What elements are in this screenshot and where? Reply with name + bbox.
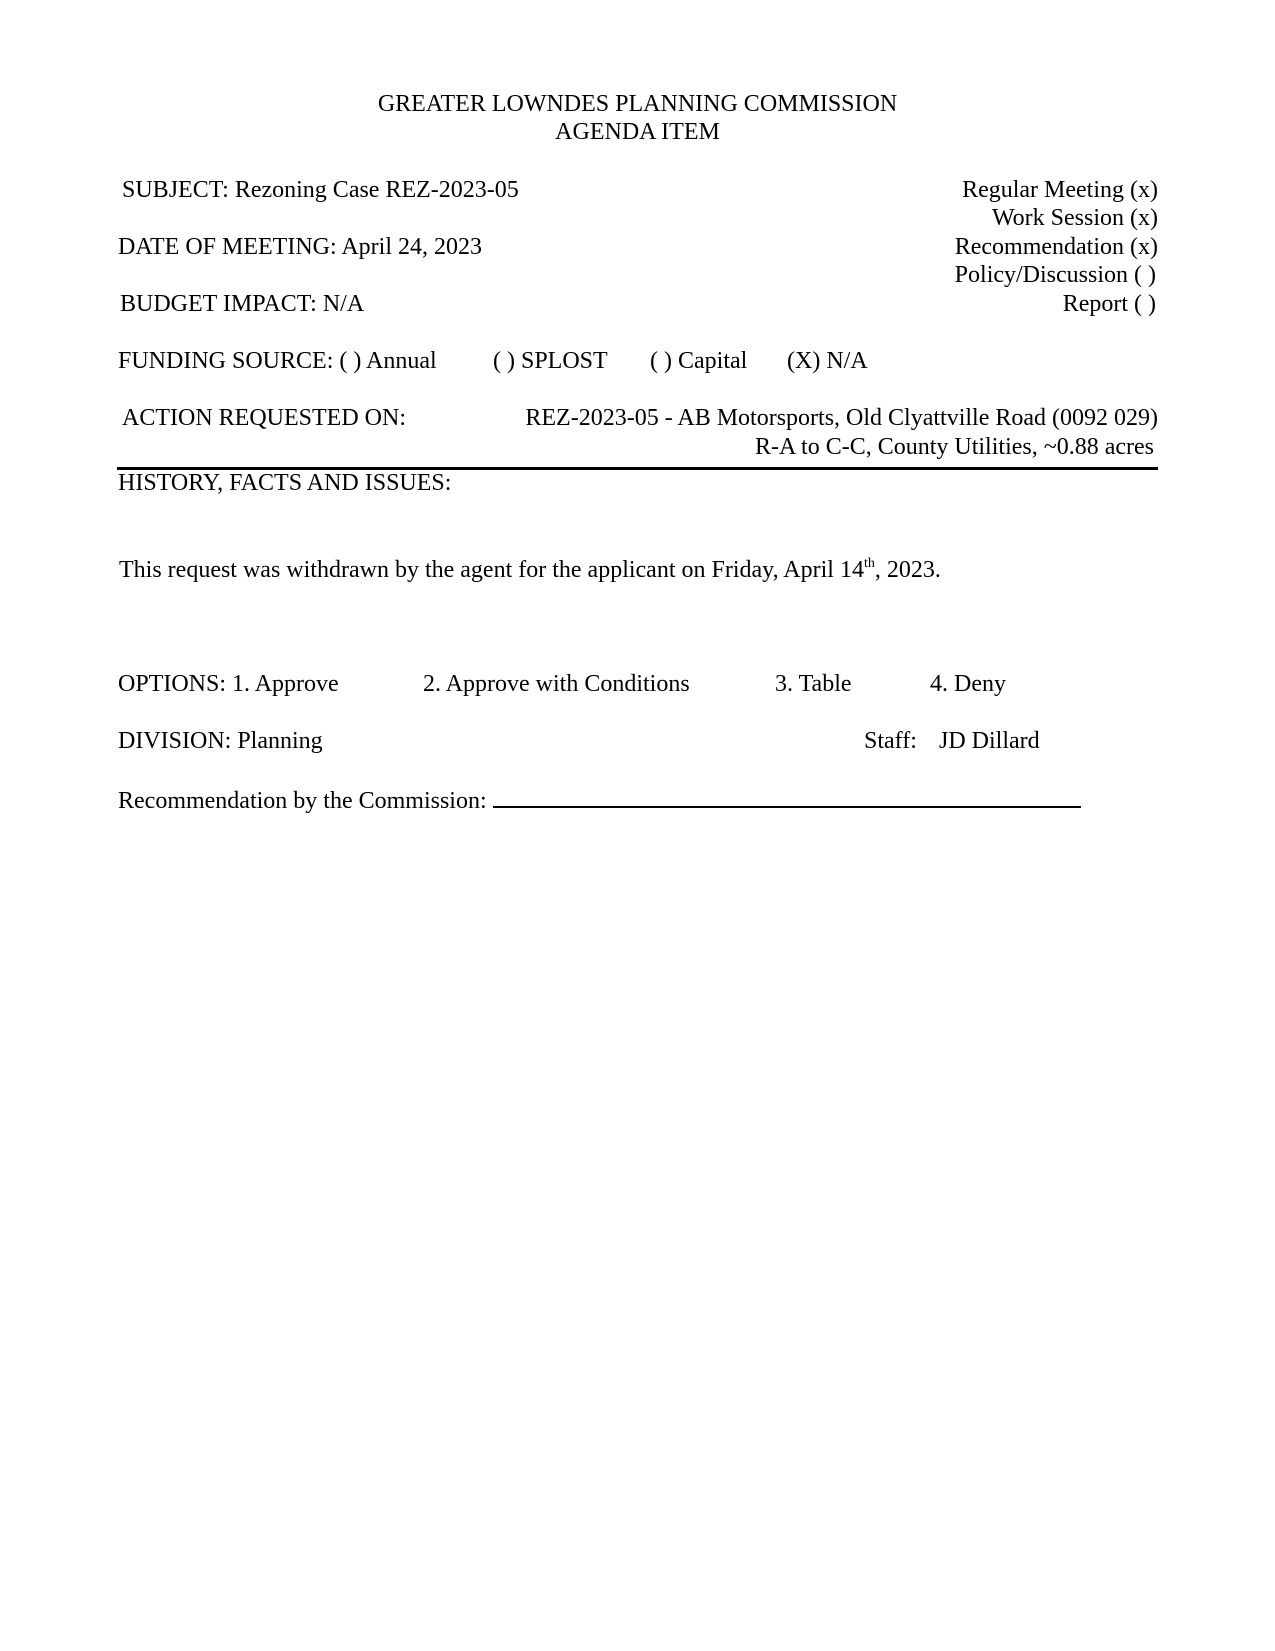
org-title: GREATER LOWNDES PLANNING COMMISSION bbox=[377, 91, 898, 117]
recommendation-line bbox=[118, 788, 1081, 813]
budget-impact-field: BUDGET IMPACT: N/A bbox=[120, 291, 365, 317]
options-approve: OPTIONS: 1. Approve bbox=[118, 671, 339, 697]
meeting-type-recommendation: Recommendation (x) bbox=[954, 234, 1158, 260]
action-requested-label: ACTION REQUESTED ON: bbox=[122, 405, 406, 431]
action-requested-line2: R-A to C-C, County Utilities, ~0.88 acres bbox=[755, 434, 1154, 460]
meeting-type-work-session: Work Session (x) bbox=[991, 205, 1158, 231]
history-text-sup: th bbox=[863, 556, 875, 571]
staff-name: JD Dillard bbox=[939, 728, 1040, 754]
date-of-meeting-field: DATE OF MEETING: April 24, 2023 bbox=[118, 234, 482, 260]
recommendation-blank bbox=[493, 788, 1081, 808]
doc-type-title: AGENDA ITEM bbox=[555, 119, 720, 145]
history-text bbox=[119, 558, 941, 582]
funding-source-annual: FUNDING SOURCE: ( ) Annual bbox=[118, 348, 437, 374]
meeting-type-regular: Regular Meeting (x) bbox=[962, 177, 1158, 203]
meeting-type-policy-discussion: Policy/Discussion ( ) bbox=[954, 262, 1156, 288]
history-label: HISTORY, FACTS AND ISSUES: bbox=[118, 470, 452, 496]
division-field: DIVISION: Planning bbox=[118, 728, 323, 754]
funding-source-na: (X) N/A bbox=[787, 348, 868, 374]
funding-source-splost: ( ) SPLOST bbox=[493, 348, 608, 374]
options-table: 3. Table bbox=[775, 671, 852, 697]
subject-field: SUBJECT: Rezoning Case REZ-2023-05 bbox=[122, 177, 519, 203]
staff-label: Staff: bbox=[864, 728, 917, 754]
recommendation-label: Recommendation by the Commission: bbox=[118, 788, 487, 814]
meeting-type-report: Report ( ) bbox=[1062, 291, 1156, 317]
options-approve-with-conditions: 2. Approve with Conditions bbox=[423, 671, 690, 697]
history-text-end: , 2023. bbox=[874, 557, 941, 583]
funding-source-capital: ( ) Capital bbox=[650, 348, 748, 374]
options-deny: 4. Deny bbox=[930, 671, 1006, 697]
action-requested-line1: REZ-2023-05 - AB Motorsports, Old Clyattville Road (0092 029) bbox=[525, 405, 1158, 431]
history-text-main: This request was withdrawn by the agent for the applicant on Friday, April 14 bbox=[119, 557, 864, 583]
